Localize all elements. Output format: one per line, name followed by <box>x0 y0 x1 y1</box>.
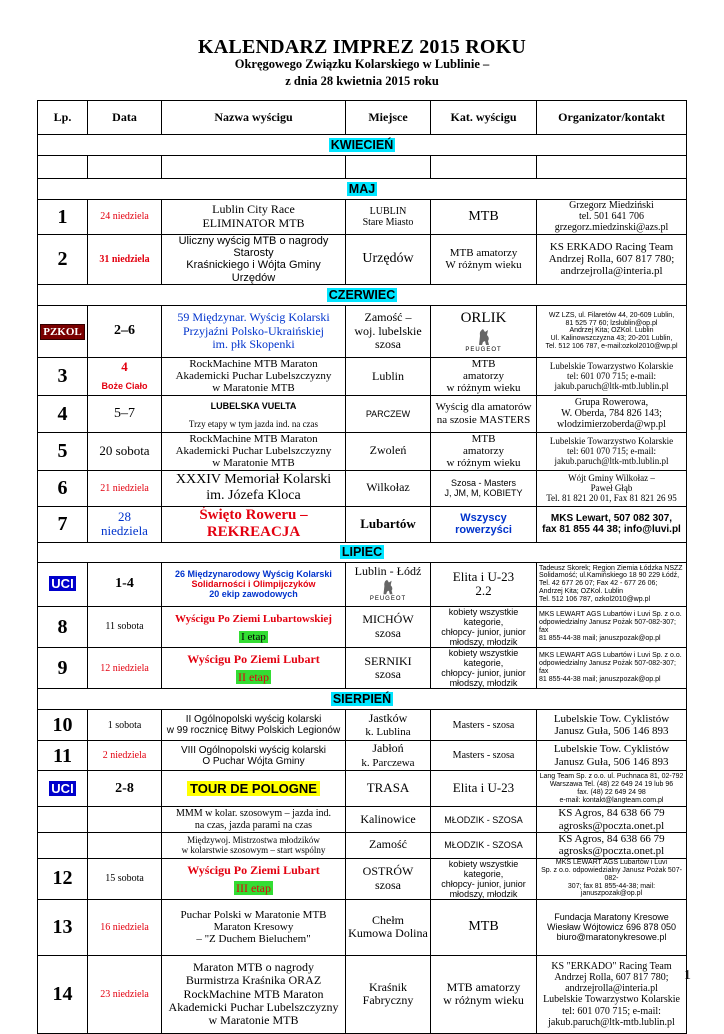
event-date: 20 sobota <box>88 432 162 470</box>
event-name: 59 Międzynar. Wyścig Kolarski Przyjaźni Polsko-Ukraińskiej im. płk Skopenki <box>162 305 346 357</box>
event-date: 15 sobota <box>88 858 162 899</box>
document-title: KALENDARZ IMPREZ 2015 ROKU <box>198 36 526 58</box>
event-name: VIII Ogólnopolski wyścig kolarski O Puchar Wójta Gminy <box>162 741 346 771</box>
peugeot-lion-icon <box>473 327 495 347</box>
event-date: 11 sobota <box>88 606 162 647</box>
event-name: Lublin City Race ELIMINATOR MTB <box>162 200 346 235</box>
pzkol-logo: PZKOL <box>40 324 85 340</box>
event-category: Wyścig dla amatorów na szosie MASTERS <box>431 395 537 432</box>
event-name: RockMachine MTB Maraton Akademicki Puchar Lubelszczyzny w Maratonie MTB <box>162 432 346 470</box>
event-number: 9 <box>38 647 88 688</box>
event-date: 12 niedziela <box>88 647 162 688</box>
event-place: Wilkołaz <box>346 470 431 506</box>
event-organizer: Wójt Gminy Wilkołaz – Paweł Głąb Tel. 81 821 20 01, Fax 81 821 26 95 <box>537 470 687 506</box>
month-label: MAJ <box>348 182 376 197</box>
event-row-11 <box>38 741 687 771</box>
event-number: 1 <box>38 200 88 235</box>
event-category: kobiety wszystkie kategorie, chłopcy- junior, junior młodszy, młodzik <box>431 858 537 899</box>
event-organizer: Lubelskie Tow. Cyklistów Janusz Guła, 506 146 893 <box>537 741 687 771</box>
event-organizer: WZ LZS, ul. Filaretów 44, 20-609 Lublin, 81 525 77 60; lzslublin@op.pl Andrzej Kita; OZKol. Lublin Ul. Kalinowszczyzna 43; 20-201 Lublin, Tel. 512 106 787, e-mail:ozkol2010@wp.pl <box>537 305 687 357</box>
event-name: II Ogólnopolski wyścig kolarski w 99 rocznicę Bitwy Polskich Legionów <box>162 710 346 741</box>
event-organizer: MKS LEWART AGS Lubartów i Luvi Sp. z o.o. odpowiedzialny Janusz Pożak 507-082-307; fax 81 855-44-38 mail; januszpozak@op.pl <box>537 606 687 647</box>
event-place: Zwoleń <box>346 432 431 470</box>
event-name: Puchar Polski w Maratonie MTB Maraton Kresowy – "Z Duchem Bieluchem" <box>162 899 346 955</box>
event-date: 21 niedziela <box>88 470 162 506</box>
event-date: 2-8 <box>88 771 162 807</box>
event-category: ORLIK PEUGEOT <box>431 305 537 357</box>
col-header-lp: Lp. <box>38 101 88 135</box>
peugeot-label: PEUGEOT <box>465 346 502 353</box>
event-number: 12 <box>38 858 88 899</box>
event-category: Elita i U-23 <box>431 771 537 807</box>
event-category: Masters - szosa <box>431 710 537 741</box>
event-row-3 <box>38 357 687 395</box>
event-category: Elita i U-23 2.2 <box>431 562 537 606</box>
event-place: PARCZEW <box>346 395 431 432</box>
event-name: RockMachine MTB Maraton Akademicki Puchar Lubelszczyzny w Maratonie MTB <box>162 357 346 395</box>
event-place: MICHÓW szosa <box>346 606 431 647</box>
page-number: 1 <box>684 968 691 983</box>
event-organizer: KS Agros, 84 638 66 79 agrosks@poczta.onet.pl <box>537 807 687 833</box>
event-category: kobiety wszystkie kategorie, chłopcy- junior, junior młodszy, młodzik <box>431 647 537 688</box>
event-place: Jabłoń k. Parczewa <box>346 741 431 771</box>
peugeot-lion-icon <box>378 578 398 596</box>
event-number: 2 <box>38 234 88 284</box>
event-place: LUBLIN Stare Miasto <box>346 200 431 235</box>
event-organizer: Grupa Rowerowa, W. Oberda, 784 826 143; wlodzimierzoberda@wp.pl <box>537 395 687 432</box>
event-name: LUBELSKA VUELTA Trzy etapy w tym jazda ind. na czas <box>162 395 346 432</box>
event-name: TOUR DE POLOGNE <box>162 771 346 807</box>
event-row-6 <box>38 470 687 506</box>
event-row-5 <box>38 432 687 470</box>
event-place: Lublin - Łódź PEUGEOT <box>346 562 431 606</box>
event-date: 31 niedziela <box>88 234 162 284</box>
event-date: 24 niedziela <box>88 200 162 235</box>
event-organizer: Lubelskie Towarzystwo Kolarskie tel: 601 070 715; e-mail: jakub.paruch@ltk-mtb.lublin.pl <box>537 357 687 395</box>
month-row-may <box>38 179 687 200</box>
col-header-name: Nazwa wyścigu <box>162 101 346 135</box>
event-date: 1 sobota <box>88 710 162 741</box>
col-header-place: Miejsce <box>346 101 431 135</box>
event-category: MTB <box>431 200 537 235</box>
event-number: 13 <box>38 899 88 955</box>
event-organizer: KS Agros, 84 638 66 79 agrosks@poczta.onet.pl <box>537 832 687 858</box>
event-row-8 <box>38 606 687 647</box>
month-label: SIERPIEŃ <box>332 692 392 707</box>
event-place: SERNIKI szosa <box>346 647 431 688</box>
event-row-10 <box>38 710 687 741</box>
uci-logo: UCI <box>51 780 74 796</box>
events-table <box>37 100 687 1034</box>
event-row-9 <box>38 647 687 688</box>
event-row-mistrzostwa <box>38 832 687 858</box>
month-label: CZERWIEC <box>328 287 396 302</box>
event-date: 5–7 <box>88 395 162 432</box>
event-place: Kalinowice <box>346 807 431 833</box>
event-place: Lublin <box>346 357 431 395</box>
event-number: 7 <box>38 506 88 542</box>
event-place: OSTRÓW szosa <box>346 858 431 899</box>
event-organizer: Lubelskie Tow. Cyklistów Janusz Guła, 506 146 893 <box>537 710 687 741</box>
event-place: Zamość <box>346 832 431 858</box>
event-category: MTB amatorzy w różnym wieku <box>431 955 537 1033</box>
month-row-june <box>38 284 687 305</box>
event-row-mmm <box>38 807 687 833</box>
event-organizer: Tadeusz Skorek; Region Ziemia Łódzka NSZZ Solidarność; ul.Kamińskiego 18 90 229 Łódź, Tel. 42 677 26 07; Fax 42 - 677 26 06; Andrzej Kita; OZKol. Lublin Tel. 512 106 787, ozkol2010@wp.pl <box>537 562 687 606</box>
event-row-uci-1 <box>38 562 687 606</box>
event-row-pzkol <box>38 305 687 357</box>
table-header-row <box>38 101 687 135</box>
event-row-2 <box>38 234 687 284</box>
event-date: 23 niedziela <box>88 955 162 1033</box>
event-organizer: KS "ERKADO" Racing Team Andrzej Rolla, 607 817 780; andrzejrolla@interia.pl Lubelskie Towarzystwo Kolarskie tel: 601 070 715; e-mail: jakub.paruch@ltk-mtb.lublin.pl <box>537 955 687 1033</box>
event-name: Święto Roweru – REKREACJA <box>162 506 346 542</box>
event-place: Urzędów <box>346 234 431 284</box>
event-number: 5 <box>38 432 88 470</box>
peugeot-label: PEUGEOT <box>369 596 407 603</box>
event-place: TRASA <box>346 771 431 807</box>
col-header-category: Kat. wyścigu <box>431 101 537 135</box>
event-name: Wyścigu Po Ziemi Lubart III etap <box>162 858 346 899</box>
event-row-7 <box>38 506 687 542</box>
event-organizer: Lang Team Sp. z o.o. ul. Puchnaca 81, 02-792 Warszawa Tel. (48) 22 649 24 19 lub 96 fax. (48) 22 649 24 98 e-mail: kontakt@langteam.com.pl <box>537 771 687 807</box>
document-subtitle: Okręgowego Związku Kolarskiego w Lublinie – <box>234 57 490 71</box>
event-date: 4 Boże Ciało <box>88 357 162 395</box>
event-place: Kraśnik Fabryczny <box>346 955 431 1033</box>
event-place: Jastków k. Lublina <box>346 710 431 741</box>
event-category: Szosa - Masters J, JM, M, KOBIETY <box>431 470 537 506</box>
stage-badge: I etap <box>241 630 266 643</box>
event-name: XXXIV Memoriał Kolarski im. Józefa Kloca <box>162 470 346 506</box>
event-category: MTB amatorzy w różnym wieku <box>431 357 537 395</box>
event-name: MMM w kolar. szosowym – jazda ind. na czas, jazda parami na czas <box>162 807 346 833</box>
event-place: Zamość – woj. lubelskie szosa <box>346 305 431 357</box>
event-row-14 <box>38 955 687 1033</box>
month-row-august <box>38 689 687 710</box>
event-number: 14 <box>38 955 88 1033</box>
event-number: 8 <box>38 606 88 647</box>
event-row-13 <box>38 899 687 955</box>
col-header-organizer: Organizator/kontakt <box>537 101 687 135</box>
event-category: MŁODZIK - SZOSA <box>431 807 537 833</box>
month-row-april <box>38 135 687 156</box>
event-name: Międzywoj. Mistrzostwa młodzików w kolarstwie szosowym – start wspólny <box>162 832 346 858</box>
col-header-date: Data <box>88 101 162 135</box>
month-label: KWIECIEŃ <box>330 138 394 153</box>
event-place: Lubartów <box>346 506 431 542</box>
event-date: 28 niedziela <box>88 506 162 542</box>
event-organizer: MKS LEWART AGS Lubartów i Luvi Sp. z o.o. odpowiedzialny Janusz Pożak 507-082-307; fax 81 855-44-38 mail; januszpozak@op.pl <box>537 647 687 688</box>
event-date: 1-4 <box>88 562 162 606</box>
event-category: MŁODZIK - SZOSA <box>431 832 537 858</box>
event-category: kobiety wszystkie kategorie, chłopcy- junior, junior młodszy, młodzik <box>431 606 537 647</box>
event-organizer: Grzegorz Miedziński tel. 501 641 706 grzegorz.miedzinski@azs.pl <box>537 200 687 235</box>
event-date: 2–6 <box>88 305 162 357</box>
event-organizer: Lubelskie Towarzystwo Kolarskie tel: 601 070 715; e-mail: jakub.paruch@ltk-mtb.lublin.pl <box>537 432 687 470</box>
event-number: 6 <box>38 470 88 506</box>
event-place: Chełm Kumowa Dolina <box>346 899 431 955</box>
event-number: 10 <box>38 710 88 741</box>
pzkol-badge-cell <box>38 305 88 357</box>
event-name: Wyścigu Po Ziemi Lubartowskiej I etap <box>162 606 346 647</box>
stage-badge: III etap <box>236 880 271 895</box>
event-name: 26 Międzynarodowy Wyścig Kolarski Solidarności i Olimpijczyków 20 ekip zawodowych <box>162 562 346 606</box>
event-organizer: Fundacja Maratony Kresowe Wiesław Wójtowicz 696 878 050 biuro@maratonykresowe.pl <box>537 899 687 955</box>
event-row-4 <box>38 395 687 432</box>
stage-badge: II etap <box>238 670 269 685</box>
event-date: 16 niedziela <box>88 899 162 955</box>
event-category: MTB amatorzy w różnym wieku <box>431 432 537 470</box>
empty-row <box>38 156 687 179</box>
event-number: 3 <box>38 357 88 395</box>
event-organizer: KS ERKADO Racing Team Andrzej Rolla, 607 817 780; andrzejrolla@interia.pl <box>537 234 687 284</box>
uci-logo: UCI <box>51 576 74 592</box>
event-organizer: MKS Lewart, 507 082 307, fax 81 855 44 38; info@luvi.pl <box>537 506 687 542</box>
uci-badge-cell <box>38 562 88 606</box>
document-date: z dnia 28 kwietnia 2015 roku <box>285 74 439 88</box>
month-label: LIPIEC <box>341 545 383 560</box>
event-number: 4 <box>38 395 88 432</box>
event-category: Wszyscy rowerzyści <box>431 506 537 542</box>
event-category: MTB amatorzy W różnym wieku <box>431 234 537 284</box>
event-name: Maraton MTB o nagrody Burmistrza Kraśnika ORAZ RockMachine MTB Maraton Akademicki Puchar Lubelszczyzny w Maratonie MTB <box>162 955 346 1033</box>
event-name: Wyścigu Po Ziemi Lubart II etap <box>162 647 346 688</box>
event-category: Masters - szosa <box>431 741 537 771</box>
event-row-12 <box>38 858 687 899</box>
event-row-uci-2 <box>38 771 687 807</box>
event-number: 11 <box>38 741 88 771</box>
event-organizer: MKS LEWART AGS Lubartów i Luvi Sp. z o.o. odpowiedzialny Janusz Pożak 507-082- 307; fax 81 855-44-38; mail: januszpozak@op.pl <box>537 858 687 899</box>
event-date: 2 niedziela <box>88 741 162 771</box>
event-row-1 <box>38 200 687 235</box>
uci-badge-cell <box>38 771 88 807</box>
month-row-july <box>38 542 687 562</box>
event-category: MTB <box>431 899 537 955</box>
event-name: Uliczny wyścig MTB o nagrody Starosty Kraśnickiego i Wójta Gminy Urzędów <box>162 234 346 284</box>
